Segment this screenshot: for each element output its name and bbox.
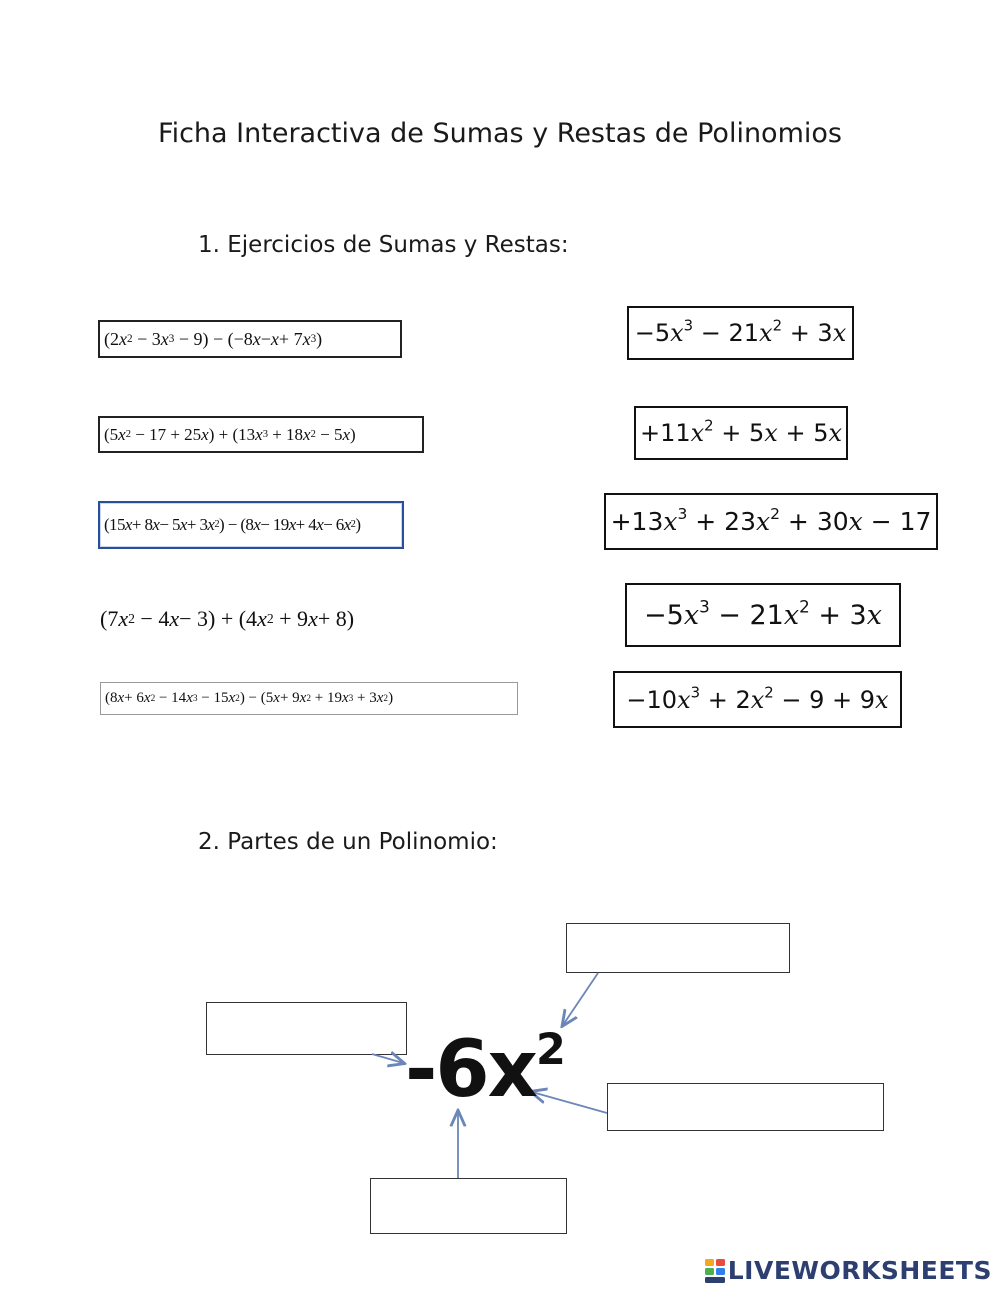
answer-box-3[interactable]: $+13x^3 + 23x^2 + 30x - 17$	[604, 493, 938, 550]
exercise-5: (8 x + 6 x 2 − 14 x 3 − 15 x 2 ) − (5 x + 9 x 2 + 19 x 3 + 3 x 2 )	[100, 682, 518, 715]
answer-box-4[interactable]: $-5x^3 - 21x^2 + 3x$	[625, 583, 901, 647]
arrow-to-exponent	[563, 973, 598, 1025]
liveworksheets-logo	[704, 1256, 992, 1285]
liveworksheets-logo-icon	[704, 1258, 728, 1284]
answer-box-2[interactable]: $+11x^2 + 5x + 5x$	[634, 406, 848, 460]
arrow-to-sign	[372, 1054, 403, 1063]
answer-box-5[interactable]: $-10x^3 + 2x^2 - 9 + 9x$	[613, 671, 902, 728]
exercise-1: (2 x 2 − 3 x 3 − 9) − (−8 x − x + 7 x 3 )	[98, 320, 402, 358]
exercise-2: (5 x 2 − 17 + 25 x ) + (13 x 3 + 18 x 2 − 5 x )	[98, 416, 424, 453]
logo-text: LIVEWORKSHEETS	[727, 1256, 992, 1285]
section-heading-exercises: 1. Ejercicios de Sumas y Restas:	[198, 232, 569, 258]
section-heading-parts: 2. Partes de un Polinomio:	[198, 829, 498, 855]
exercise-3[interactable]: (15 x + 8 x − 5 x + 3 x 2 ) − (8 x − 19 x + 4 x − 6 x 2 )	[98, 501, 404, 549]
answer-box-1[interactable]: $-5x^3 - 21x^2 + 3x$	[627, 306, 854, 360]
monomial-expression: $-6x^2$	[405, 1024, 564, 1115]
page-title: Ficha Interactiva de Sumas y Restas de Polinomios	[158, 118, 842, 149]
exercise-4: (7 x 2 − 4 x − 3) + (4 x 2 + 9 x + 8)	[100, 606, 355, 631]
